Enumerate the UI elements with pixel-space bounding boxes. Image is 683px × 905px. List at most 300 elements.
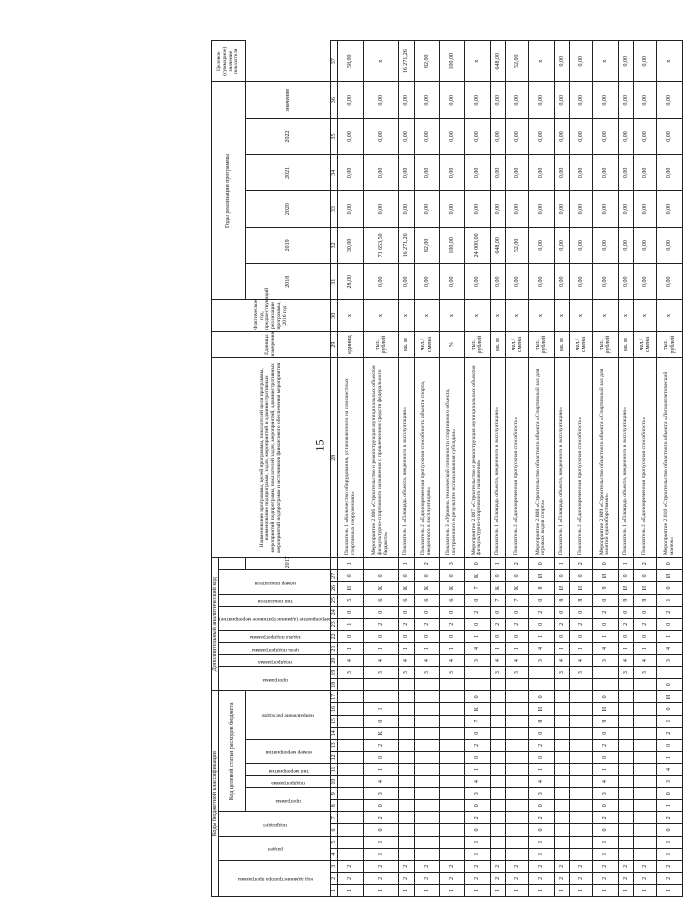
code-cell: 1 [657,751,682,763]
row-base: x [338,300,363,331]
code-cell: 0 [338,570,363,582]
row-year-value: 0,00 [505,191,528,227]
table-row [593,41,618,897]
code-cell: 1 [338,558,363,570]
code-cell: 2 [465,860,490,872]
code-cell [414,727,439,739]
row-unit: чел./ смена [633,331,656,358]
code-cell: И [593,570,618,582]
row-year-value: 0,00 [338,191,363,227]
row-base: x [439,300,464,331]
code-cell [414,751,439,763]
row-year-value: 0,00 [363,155,398,191]
code-cell: 1 [529,836,554,848]
code-cell [505,691,528,703]
row-year-value: 0,00 [593,155,618,191]
code-cell: 0 [529,751,554,763]
column-index-cell: 35 [331,118,338,154]
header-year-2019: 2019 [246,227,331,263]
code-cell [399,800,414,812]
code-cell [490,800,505,812]
code-cell: 1 [593,630,618,642]
code-cell [338,703,363,715]
code-cell: 7 [465,582,490,594]
code-cell: 2 [399,618,414,630]
header-event-number: номер мероприятия [246,739,331,763]
code-cell [633,727,656,739]
row-year-value: 0,00 [465,264,490,300]
code-cell [338,788,363,800]
row-year-value: 0,00 [465,191,490,227]
code-cell: 2 [490,860,505,872]
header-an-admin: мероприятие (административное мероприятие) [219,606,331,630]
row-year-value: 0,00 [618,82,633,118]
row-year-value: 0,00 [593,264,618,300]
code-cell: 2 [657,727,682,739]
code-cell: 2 [618,872,633,884]
code-cell: К [465,703,490,715]
code-cell [505,848,528,860]
row-year-value: 0,00 [505,118,528,154]
code-cell [505,715,528,727]
code-cell: 1 [657,715,682,727]
code-cell: 4 [465,776,490,788]
code-cell [618,788,633,800]
code-cell: 8 [529,582,554,594]
code-cell: 0 [554,570,569,582]
code-cell: 1 [618,642,633,654]
row-unit: кв. м [490,331,505,358]
code-cell [633,715,656,727]
row-year-value: 0,00 [399,264,414,300]
row-year-value: 0,00 [414,264,439,300]
row-unit: кв. м [618,331,633,358]
code-cell: 3 [657,776,682,788]
row-year-value: 0,00 [465,155,490,191]
row-unit: кв. м [554,331,569,358]
subgroup-expense: Код целевой статьи расходов бюджета [219,691,246,812]
row-year-value: 0,00 [490,118,505,154]
code-cell [569,776,592,788]
code-cell: 1 [414,884,439,896]
column-index-cell: 23 [331,618,338,630]
code-cell [439,763,464,775]
row-name: Показатель 2 «Единовременная пропускная способность» [505,358,528,558]
row-unit: тыс. рублей [529,331,554,358]
code-cell: 0 [593,824,618,836]
row-year-value: 0,00 [633,118,656,154]
code-cell [338,800,363,812]
code-cell [399,812,414,824]
code-cell: 1 [465,763,490,775]
row-year-value: 0,00 [554,155,569,191]
table-row [505,41,528,897]
code-cell: 2 [363,860,398,872]
code-cell: 2 [569,872,592,884]
code-cell [338,776,363,788]
row-unit: чел./ смена [414,331,439,358]
code-cell: 0 [593,727,618,739]
code-cell: 1 [338,642,363,654]
code-cell: 1 [593,763,618,775]
code-cell [505,703,528,715]
row-year-value: 0,00 [439,264,464,300]
code-cell: И [657,691,682,703]
row-unit: тыс. рублей [593,331,618,358]
row-year-value: 0,00 [554,264,569,300]
row-year-value: 0,00 [554,191,569,227]
code-cell: 1 [490,558,505,570]
code-cell: 4 [569,655,592,667]
code-cell: 1 [657,884,682,896]
code-cell: К [414,582,439,594]
code-cell [414,836,439,848]
row-year-value: 0,00 [593,82,618,118]
code-cell: 4 [414,655,439,667]
code-cell [569,800,592,812]
code-cell [399,727,414,739]
code-cell: 1 [465,836,490,848]
code-cell [529,667,554,679]
column-index-cell: 32 [331,227,338,263]
code-cell: 0 [657,788,682,800]
code-cell: 5 [338,594,363,606]
code-cell: 7 [505,594,528,606]
code-cell: 3 [490,667,505,679]
code-cell: 2 [618,860,633,872]
code-cell [490,703,505,715]
code-cell [338,715,363,727]
code-cell: 0 [505,570,528,582]
code-cell: 0 [363,606,398,618]
code-cell [569,679,592,691]
code-cell: 2 [529,872,554,884]
row-year-value: 16 271,26 [399,227,414,263]
code-cell: 0 [529,691,554,703]
row-final-value: 52,00 [505,41,528,82]
code-cell [618,836,633,848]
code-cell: 0 [465,618,490,630]
code-cell [439,727,464,739]
code-cell: 2 [529,860,554,872]
row-final-value: x [593,41,618,82]
row-year-value: 0,00 [465,82,490,118]
column-index-cell: 24 [331,606,338,618]
code-cell: 2 [338,860,363,872]
row-year-value: 0,00 [399,82,414,118]
column-index-cell: 1 [331,884,338,896]
code-cell: 2 [363,618,398,630]
column-index-cell: 27 [331,570,338,582]
code-cell: 2 [554,618,569,630]
code-cell [490,739,505,751]
row-unit: тыс. рублей [657,331,682,358]
code-cell [569,703,592,715]
table-row [338,41,363,897]
row-final-value: 0,00 [569,41,592,82]
code-cell [505,824,528,836]
header-year-2018: 2018 [246,264,331,300]
column-index-cell: 30 [331,300,338,331]
code-cell [490,836,505,848]
code-cell: 2 [363,739,398,751]
code-cell [554,739,569,751]
code-cell: 0 [554,606,569,618]
column-index-cell: 19 [331,667,338,679]
row-year-value: 0,00 [657,82,682,118]
code-cell: 0 [529,558,554,570]
row-final-value: 0,00 [554,41,569,82]
code-cell: 1 [554,558,569,570]
code-cell: 3 [593,788,618,800]
column-index-cell: 11 [331,763,338,775]
code-cell: 0 [569,570,592,582]
row-year-value: 0,00 [593,227,618,263]
row-year-value: 0,00 [529,264,554,300]
table-row [633,41,656,897]
code-cell [399,836,414,848]
code-cell: 1 [554,884,569,896]
code-cell: 3 [465,788,490,800]
code-cell: 2 [657,872,682,884]
code-cell: 0 [593,594,618,606]
row-name: Показатель 2 «Единовременная пропускная способность» [569,358,592,558]
header-unit: Единица измерения [212,331,331,358]
column-index-cell: 3 [331,860,338,872]
code-cell: 2 [490,872,505,884]
row-year-value: 0,00 [338,82,363,118]
code-cell [569,824,592,836]
row-year-value: 0,00 [657,191,682,227]
table-row [657,41,682,897]
row-year-value: 0,00 [529,191,554,227]
column-index-cell: 10 [331,776,338,788]
code-cell: 3 [529,655,554,667]
code-cell [569,848,592,860]
code-cell [414,800,439,812]
code-cell: 2 [363,812,398,824]
code-cell [414,788,439,800]
row-year-value: 28,00 [338,264,363,300]
code-cell: 0 [657,824,682,836]
column-index-row [331,41,338,897]
code-cell [439,812,464,824]
code-cell [338,679,363,691]
code-cell [618,679,633,691]
code-cell: 2 [593,860,618,872]
row-year-value: 0,00 [633,264,656,300]
code-cell: 1 [554,642,569,654]
code-cell [490,763,505,775]
code-cell [633,763,656,775]
code-cell: 0 [363,570,398,582]
code-cell [505,679,528,691]
code-cell [490,776,505,788]
code-cell [618,739,633,751]
code-cell [569,751,592,763]
code-cell: 0 [363,800,398,812]
code-cell: 1 [338,884,363,896]
code-cell [399,679,414,691]
code-cell: 2 [414,618,439,630]
row-unit: чел./ смена [505,331,528,358]
code-cell: 2 [554,872,569,884]
row-year-value: 0,00 [633,155,656,191]
code-cell [554,812,569,824]
code-cell: 4 [363,655,398,667]
row-base: x [490,300,505,331]
code-cell: 1 [529,848,554,860]
code-cell: 1 [593,884,618,896]
row-year-value: 0,00 [505,82,528,118]
code-cell: 4 [490,655,505,667]
row-base: x [505,300,528,331]
table-row [554,41,569,897]
code-cell: И [593,703,618,715]
code-cell: 2 [657,606,682,618]
code-cell [618,776,633,788]
code-cell [439,679,464,691]
group-budget-codes: Коды бюджетной классификации [212,691,219,897]
code-cell: 1 [657,630,682,642]
code-cell: 3 [569,667,592,679]
code-cell: 3 [529,788,554,800]
code-cell: 1 [363,884,398,896]
code-cell: 0 [593,800,618,812]
row-year-value: 0,00 [657,118,682,154]
code-cell [338,812,363,824]
code-cell [399,824,414,836]
header-indicator-num: тип показателя [219,594,331,606]
row-final-value: x [657,41,682,82]
page-number: 15 [312,439,327,452]
code-cell: 0 [439,630,464,642]
code-cell: 9 [633,594,656,606]
header-program: программа [246,788,331,812]
code-cell: 2 [593,812,618,824]
table-row [569,41,592,897]
code-cell: 1 [399,884,414,896]
row-year-value: 100,00 [439,227,464,263]
header-section: раздел [219,836,331,860]
code-cell: К [363,727,398,739]
code-cell: 2 [633,872,656,884]
code-cell: 1 [465,630,490,642]
code-cell: 0 [657,679,682,691]
code-cell: 0 [363,751,398,763]
code-cell [554,703,569,715]
code-cell: 0 [618,606,633,618]
row-year-value: 0,00 [593,118,618,154]
code-cell: 2 [505,558,528,570]
code-cell: 1 [363,848,398,860]
row-year-value: 0,00 [490,264,505,300]
row-year-value: 0,00 [363,82,398,118]
row-name: Мероприятие 2.008 «Строительство областного объекта «Спортивный зал для игровых видов спорта» [529,358,554,558]
code-cell: 6 [363,594,398,606]
code-cell [505,776,528,788]
code-cell [439,788,464,800]
code-cell: 3 [399,667,414,679]
code-cell: 2 [399,872,414,884]
header-year-2017: 2017 [246,558,331,570]
row-year-value: 0,00 [554,227,569,263]
code-cell [593,679,618,691]
row-year-value: 0,00 [338,155,363,191]
code-cell [633,703,656,715]
column-index-cell: 37 [331,41,338,82]
code-cell [399,848,414,860]
code-cell [633,751,656,763]
code-cell [414,739,439,751]
code-cell: 3 [465,655,490,667]
code-cell: 2 [414,558,439,570]
code-cell: 6 [399,594,414,606]
code-cell [490,715,505,727]
code-cell [505,751,528,763]
code-cell: 8 [529,715,554,727]
row-year-value: 0,00 [593,191,618,227]
code-cell [633,788,656,800]
row-year-value: 0,00 [414,191,439,227]
column-index-cell: 25 [331,594,338,606]
code-cell: 1 [593,836,618,848]
code-cell [633,739,656,751]
code-cell: 0 [618,630,633,642]
row-name: Мероприятие 2.006 «Строительство и реконструкция муниципальных объектов физкультурно-спортивного назначения с привлечением средств федерального бюджета» [363,358,398,558]
code-cell: 2 [414,860,439,872]
code-cell [618,751,633,763]
column-index-cell: 36 [331,82,338,118]
code-cell [399,788,414,800]
code-cell: 0 [338,606,363,618]
code-cell [554,800,569,812]
code-cell [399,739,414,751]
code-cell: 1 [465,884,490,896]
code-cell: К [399,582,414,594]
code-cell: 4 [363,776,398,788]
row-year-value: 0,00 [399,155,414,191]
row-year-value: 0,00 [414,82,439,118]
row-year-value: 0,00 [633,191,656,227]
row-year-value: 0,00 [569,82,592,118]
row-base: x [399,300,414,331]
code-cell: 2 [657,812,682,824]
code-cell: 0 [529,800,554,812]
code-cell [569,727,592,739]
code-cell [439,824,464,836]
header-direction: направление расходов [246,691,331,739]
code-cell: 1 [363,642,398,654]
code-cell [338,751,363,763]
row-unit: чел./ смена [569,331,592,358]
code-cell [399,703,414,715]
code-cell: 1 [414,642,439,654]
code-cell [414,679,439,691]
code-cell [554,679,569,691]
code-cell [490,824,505,836]
code-cell [633,848,656,860]
row-name: Показатель 2 «Единовременная пропускная способность объекта спорта, введенного в эксплуатацию» [414,358,439,558]
code-cell: 0 [414,606,439,618]
code-cell: 1 [363,703,398,715]
row-final-value: 648,00 [490,41,505,82]
row-year-value: 0,00 [338,118,363,154]
code-cell: 0 [618,570,633,582]
code-cell: 0 [569,630,592,642]
code-cell: 4 [593,776,618,788]
column-index-cell: 14 [331,727,338,739]
